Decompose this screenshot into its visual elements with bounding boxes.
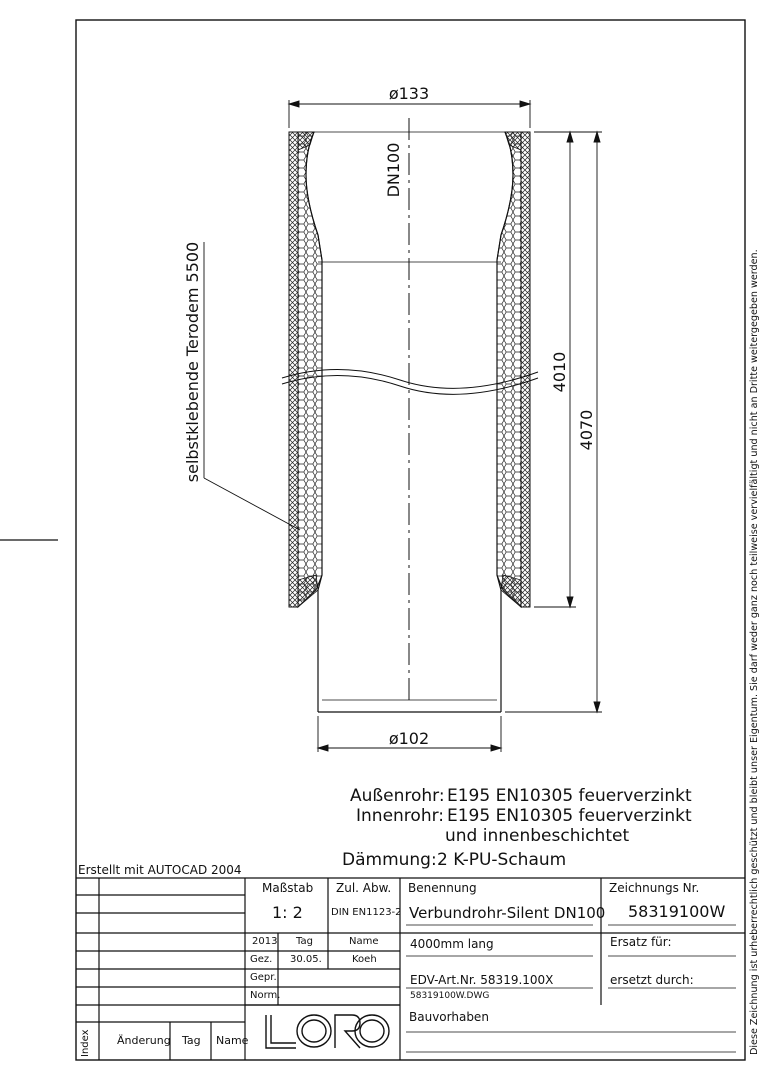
- replaces-label: Ersatz für:: [610, 935, 672, 949]
- loro-logo: [266, 1015, 389, 1048]
- year: 2013: [252, 936, 278, 947]
- inner-diameter-label: ø102: [388, 729, 430, 748]
- name-value: Verbundrohr-Silent DN100: [409, 904, 606, 922]
- insulation-label: Dämmung:: [342, 850, 437, 870]
- nominal-diameter-label: DN100: [384, 142, 403, 198]
- outer-pipe-value: E195 EN10305 feuerverzinkt: [447, 786, 692, 806]
- revision-name-label: Name: [216, 1034, 249, 1047]
- outer-diameter-label: ø133: [388, 84, 430, 103]
- revision-index-label: Index: [80, 1029, 91, 1057]
- replaced-by-label: ersetzt durch:: [610, 973, 694, 987]
- logo-text: LORO: [0, 0, 3, 1]
- revision-day-label: Tag: [182, 1034, 201, 1047]
- length-note: 4000mm lang: [410, 937, 494, 951]
- revision-change-label: Änderung: [117, 1034, 171, 1047]
- inner-pipe-value2: und innenbeschichtet: [445, 826, 630, 846]
- norm-label: Norm.: [250, 990, 281, 1001]
- drawn-by: Koeh: [352, 954, 377, 965]
- edv-number: EDV-Art.Nr. 58319.100X: [410, 973, 554, 987]
- inner-pipe-label: Innenrohr:: [356, 806, 445, 826]
- checked-label: Gepr.: [250, 972, 277, 983]
- tolerance-label: Zul. Abw.: [336, 881, 392, 895]
- drawing-no-label: Zeichnungs Nr.: [609, 881, 700, 895]
- inner-pipe-value: E195 EN10305 feuerverzinkt: [447, 806, 692, 826]
- drawn-label: Gez.: [250, 954, 273, 965]
- person-label: Name: [349, 936, 379, 947]
- insulation-value: 2 K-PU-Schaum: [437, 850, 567, 870]
- name-label: Benennung: [408, 881, 477, 895]
- tolerance-value: DIN EN1123-2: [331, 907, 402, 918]
- copyright-text: Diese Zeichnung ist urheberrechtlich geschützt und bleibt unser Eigentum. Sie darf weder ganz noch teilweise vervielfältigt und nicht an Dritte weitergegeben werden.: [749, 249, 760, 1055]
- callout-text: selbstklebende Terodem 5500: [183, 241, 202, 483]
- length-inner-label: 4010: [550, 351, 569, 393]
- callout-leader: [204, 242, 300, 530]
- length-outer-label: 4070: [577, 409, 596, 451]
- day-label: Tag: [296, 936, 313, 947]
- drawing-no-value: 58319100W: [628, 902, 726, 921]
- dwg-file: 58319100W.DWG: [410, 991, 490, 1001]
- project-label: Bauvorhaben: [409, 1010, 489, 1024]
- outer-pipe-label: Außenrohr:: [350, 786, 445, 806]
- scale-label: Maßstab: [262, 881, 314, 895]
- drawn-date: 30.05.: [290, 954, 322, 965]
- scale-value: 1: 2: [272, 903, 303, 922]
- created-with: Erstellt mit AUTOCAD 2004: [78, 863, 242, 877]
